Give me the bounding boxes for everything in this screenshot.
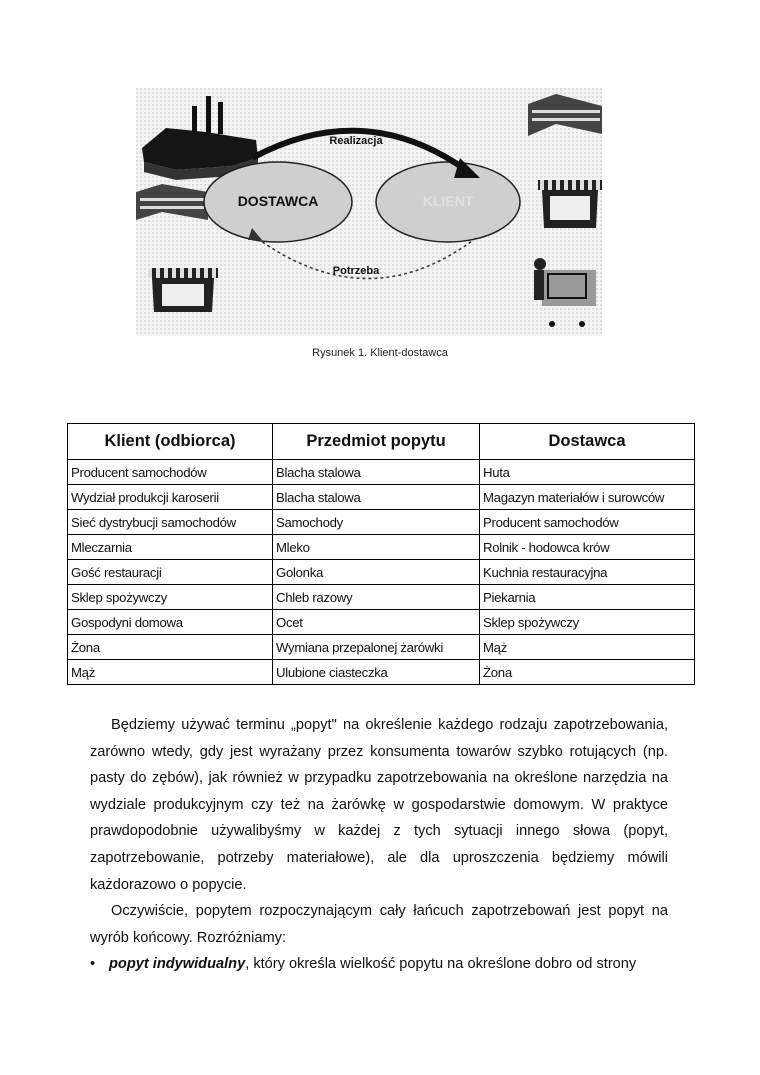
paragraph: Oczywiście, popytem rozpoczynającym cały łańcuch zapotrzebowań jest popyt na wyrób końcowy. Rozróżniamy: — [90, 903, 668, 946]
bullet-text: , który określa wielkość popytu na określone dobro od strony — [245, 956, 637, 973]
column-header: Dostawca — [480, 424, 695, 460]
table-cell: Sklep spożywczy — [480, 610, 695, 635]
table-cell: Gospodyni domowa — [68, 610, 273, 635]
table-header-row — [68, 424, 695, 460]
table-cell: Blacha stalowa — [273, 485, 480, 510]
column-header: Przedmiot popytu — [273, 424, 480, 460]
table-row — [68, 635, 695, 660]
table-cell: Żona — [68, 635, 273, 660]
table-row — [68, 610, 695, 635]
realization-label: Realizacja — [329, 135, 383, 147]
table-cell: Kuchnia restauracyjna — [480, 560, 695, 585]
table-row — [68, 660, 695, 685]
shop-icon — [538, 180, 602, 228]
body-text — [90, 712, 668, 978]
bullet-marker: • — [90, 956, 96, 973]
table-cell: Blacha stalowa — [273, 460, 480, 485]
table-cell: Mąż — [68, 660, 273, 685]
table-cell: Wymiana przepalonej żarówki — [273, 635, 480, 660]
table-cell: Mleczarnia — [68, 535, 273, 560]
table-row — [68, 510, 695, 535]
table-cell: Mąż — [480, 635, 695, 660]
client-label: KLIENT — [422, 193, 474, 209]
table-cell: Huta — [480, 460, 695, 485]
table-cell: Gość restauracji — [68, 560, 273, 585]
need-label: Potrzeba — [332, 265, 380, 277]
table-cell: Ocet — [273, 610, 480, 635]
figure-illustration — [136, 88, 602, 336]
shop-icon — [148, 268, 218, 312]
client-supplier-table — [67, 423, 695, 685]
table-cell: Samochody — [273, 510, 480, 535]
table-cell: Producent samochodów — [480, 510, 695, 535]
table-cell: Żona — [480, 660, 695, 685]
table-cell: Ulubione ciasteczka — [273, 660, 480, 685]
client-supplier-figure — [136, 88, 602, 336]
table-cell: Rolnik - hodowca krów — [480, 535, 695, 560]
table-cell: Sieć dystrybucji samochodów — [68, 510, 273, 535]
figure-caption: Rysunek 1. Klient-dostawca — [312, 347, 448, 359]
table-row — [68, 535, 695, 560]
table-row — [68, 585, 695, 610]
table-cell: Mleko — [273, 535, 480, 560]
bullet-item — [90, 951, 668, 978]
table-row — [68, 485, 695, 510]
table-row — [68, 460, 695, 485]
table-cell: Golonka — [273, 560, 480, 585]
table-cell: Sklep spożywczy — [68, 585, 273, 610]
bullet-term: popyt indywidualny — [109, 956, 246, 973]
column-header: Klient (odbiorca) — [68, 424, 273, 460]
table-cell: Magazyn materiałów i surowców — [480, 485, 695, 510]
table-cell: Producent samochodów — [68, 460, 273, 485]
table-row — [68, 560, 695, 585]
paragraph: Będziemy używać terminu „popyt" na określenie każdego rodzaju zapotrzebowania, zarówno wtedy, gdy jest wyrażany przez konsumenta towarów szybko rotujących (np. pasty do zębów), jak również w przypadku zapotrzebowania na określone narzędzia na wydziale produkcyjnym czy też na żarówkę w gospodarstwie domowym. W praktyce prawdopodobnie używalibyśmy w każdej z tych sytuacji innego słowa (popyt, zapotrzebowanie, potrzeby materiałowe), ale dla uproszczenia będziemy mówili każdorazowo o popycie. — [90, 717, 668, 893]
table-cell: Chleb razowy — [273, 585, 480, 610]
table-cell: Piekarnia — [480, 585, 695, 610]
supplier-label: DOSTAWCA — [237, 193, 319, 209]
table-cell: Wydział produkcji karoserii — [68, 485, 273, 510]
